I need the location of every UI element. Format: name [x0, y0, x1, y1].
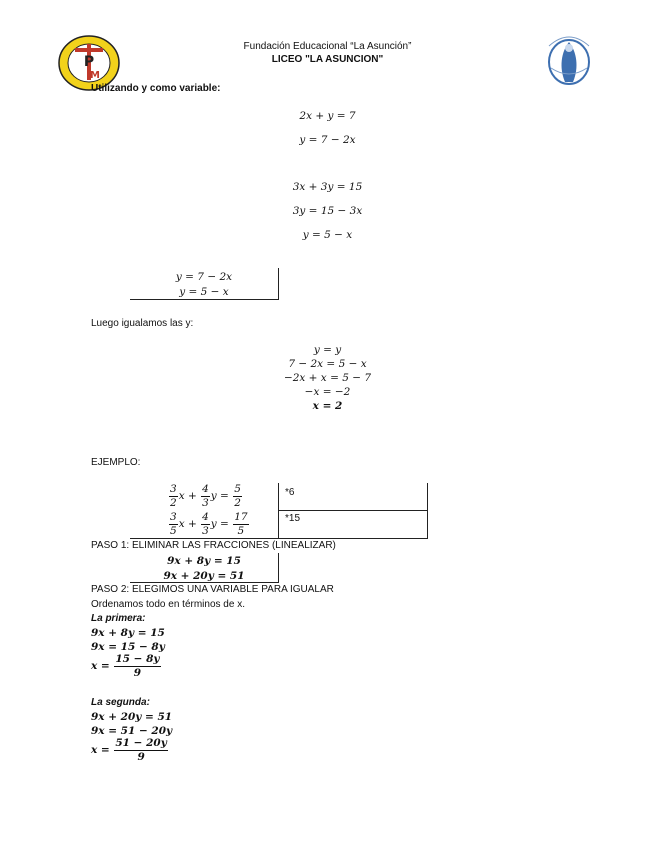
- eq1-line2: y = 7 − 2x: [299, 134, 356, 146]
- example-row-separator: [279, 510, 427, 511]
- second-label: La segunda:: [91, 697, 150, 708]
- step2-label: PASO 2: ELEGIMOS UNA VARIABLE PARA IGUALAR: [91, 584, 334, 595]
- first-line1: 9x + 8y = 15: [91, 627, 165, 639]
- frac-den: 2: [170, 496, 177, 509]
- eq2-line2: 3y = 15 − 3x: [292, 205, 363, 217]
- frac-num: 4: [202, 511, 209, 523]
- frac-num: 15 − 8y: [115, 653, 160, 665]
- svg-text:P: P: [83, 54, 95, 70]
- system1-divider: [278, 268, 279, 299]
- solve-line2: 7 − 2x = 5 − x: [288, 358, 367, 370]
- first-label: La primera:: [91, 613, 146, 624]
- system2-underline: [130, 582, 279, 583]
- example-row2: $\frac{3}{5}$ x + $\frac{4}{3}$ y = $\frac{17}{5}$: [170, 511, 248, 537]
- first-line2: 9x = 15 − 8y: [91, 641, 165, 653]
- frac-den: 3: [202, 496, 209, 509]
- system1-row2: y = 5 − x: [179, 286, 229, 298]
- frac-den: 3: [202, 524, 209, 537]
- second-line2: 9x = 51 − 20y: [91, 725, 173, 737]
- frac-num: 51 − 20y: [115, 737, 167, 749]
- system2-row2: 9x + 20y = 51: [163, 570, 245, 582]
- frac-den: 9: [133, 666, 142, 679]
- frac-den: 5: [170, 524, 177, 537]
- first-x-expression: [91, 654, 162, 678]
- svg-text:M: M: [90, 70, 100, 81]
- frac-den: 9: [137, 750, 145, 763]
- example-label: EJEMPLO:: [91, 457, 141, 468]
- x-equals: x =: [91, 744, 110, 756]
- eq2-line1: 3x + 3y = 15: [292, 181, 363, 193]
- step1-label: PASO 1: ELIMINAR LAS FRACCIONES (LINEALIZAR): [91, 540, 336, 551]
- frac-num: 17: [234, 511, 248, 523]
- x-equals: x =: [91, 660, 110, 672]
- solve-line4: −x = −2: [304, 386, 351, 398]
- school-name: LICEO "LA ASUNCION": [271, 54, 384, 65]
- school-logo-right: [543, 28, 595, 88]
- frac-num: 4: [202, 483, 209, 495]
- eq1-line1: 2x + y = 7: [299, 110, 356, 122]
- system1-row1: y = 7 − 2x: [175, 271, 233, 283]
- frac-den: 5: [237, 524, 245, 537]
- example-row1-multiplier: *6: [285, 487, 295, 498]
- example-underline: [130, 538, 428, 539]
- equalize-label: Luego igualamos las y:: [91, 318, 194, 329]
- second-x-expression: [91, 738, 169, 762]
- second-line1: 9x + 20y = 51: [91, 711, 173, 723]
- frac-den: 2: [234, 496, 241, 509]
- order-text: Ordenamos todo en términos de x.: [91, 599, 245, 610]
- system1-underline: [130, 299, 279, 300]
- frac-num: 5: [234, 483, 241, 495]
- solve-line3: −2x + x = 5 − 7: [283, 372, 372, 384]
- frac-num: 3: [170, 483, 177, 495]
- solve-line1: y = y: [313, 344, 342, 356]
- foundation-name: Fundación Educacional “La Asunción”: [243, 41, 412, 52]
- intro-text: Utilizando y como variable:: [91, 83, 221, 94]
- example-row2-multiplier: *15: [285, 513, 301, 524]
- frac-num: 3: [170, 511, 177, 523]
- solve-result: x = 2: [312, 400, 343, 412]
- eq2-line3: y = 5 − x: [302, 229, 353, 241]
- system2-divider: [278, 553, 279, 582]
- example-divider-right: [427, 483, 428, 538]
- system2-row1: 9x + 8y = 15: [167, 555, 241, 567]
- example-row1: $\frac{3}{2}$ x + $\frac{4}{3}$ y = $\frac{5}{2}$: [170, 483, 241, 509]
